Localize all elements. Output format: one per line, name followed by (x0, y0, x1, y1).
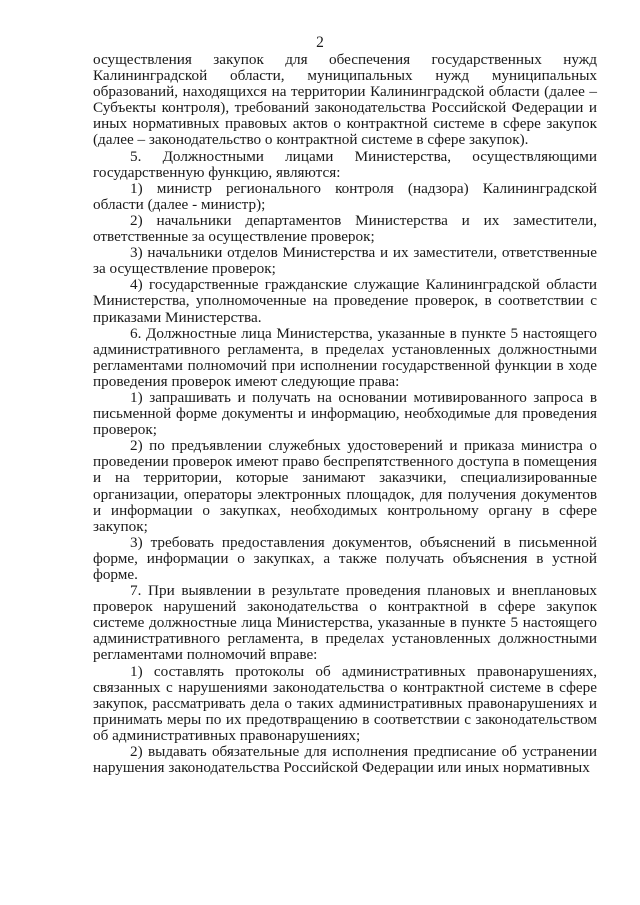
page-number: 2 (316, 34, 324, 51)
list-item: 2) начальники департаментов Министерства и их заместители, ответственные за осуществление проверок; (93, 211, 597, 246)
paragraph-item-7: 7. При выявлении в результате проведения плановых и внеплановых проверок нарушений законодательства о контрактной в сфере закупок системе должностные лица Министерства, указанные в пункте 5 настоящего административного регламента, в пределах установленных должностными регламентами полномочий вправе: (93, 582, 597, 664)
list-item: 1) составлять протоколы об административных правонарушениях, связанных с нарушениями законодательства о контрактной системе в сфере закупок, рассматривать дела о таких административных правонарушениях и принимать меры по их предотвращению в соответствии с законодательством об административных правонарушениях; (93, 662, 597, 744)
paragraph-item-5: 5. Должностными лицами Министерства, осуществляющими государственную функцию, являются: (93, 147, 597, 181)
list-item: 1) министр регионального контроля (надзора) Калининградской области (далее - министр); (93, 179, 597, 213)
list-item: 1) запрашивать и получать на основании мотивированного запроса в письменной форме документы и информацию, необходимые для проведения проверок; (93, 388, 597, 439)
list-item: 2) выдавать обязательные для исполнения предписание об устранении нарушения законодательства Российской Федерации или иных нормативных (93, 743, 597, 777)
list-item: 3) начальники отделов Министерства и их заместители, ответственные за осуществление проверок; (93, 244, 597, 278)
document-body (93, 52, 597, 776)
paragraph-continuation: осуществления закупок для обеспечения государственных нужд Калининградской области, муниципальных нужд муниципальных образований, находящихся на территории Калининградской области (далее – Субъекты контроля), требований законодательства Российской Федерации и иных нормативных правовых актов о контрактной системе в сфере закупок (далее – законодательство о контрактной системе в сфере закупок). (93, 51, 597, 149)
list-item: 4) государственные гражданские служащие Калининградской области Министерства, уполномоченные на проведение проверок, в соответствии с приказами Министерства. (93, 276, 597, 326)
list-item: 2) по предъявлении служебных удостоверений и приказа министра о проведении проверок имеют право беспрепятственного доступа в помещения и на территории, которые занимают заказчики, специализированные организации, операторы электронных площадок, для получения документов и информации о закупках, необходимых контрольному органу в сфере закупок; (93, 437, 597, 535)
paragraph-item-6: 6. Должностные лица Министерства, указанные в пункте 5 настоящего административного регламента, в пределах установленных должностными регламентами полномочий при исполнении государственной функции в ходе проведения проверок имеют следующие права: (93, 324, 597, 390)
list-item: 3) требовать предоставления документов, объяснений в письменной форме, информации о закупках, а также получать объяснения в устной форме. (93, 533, 597, 583)
